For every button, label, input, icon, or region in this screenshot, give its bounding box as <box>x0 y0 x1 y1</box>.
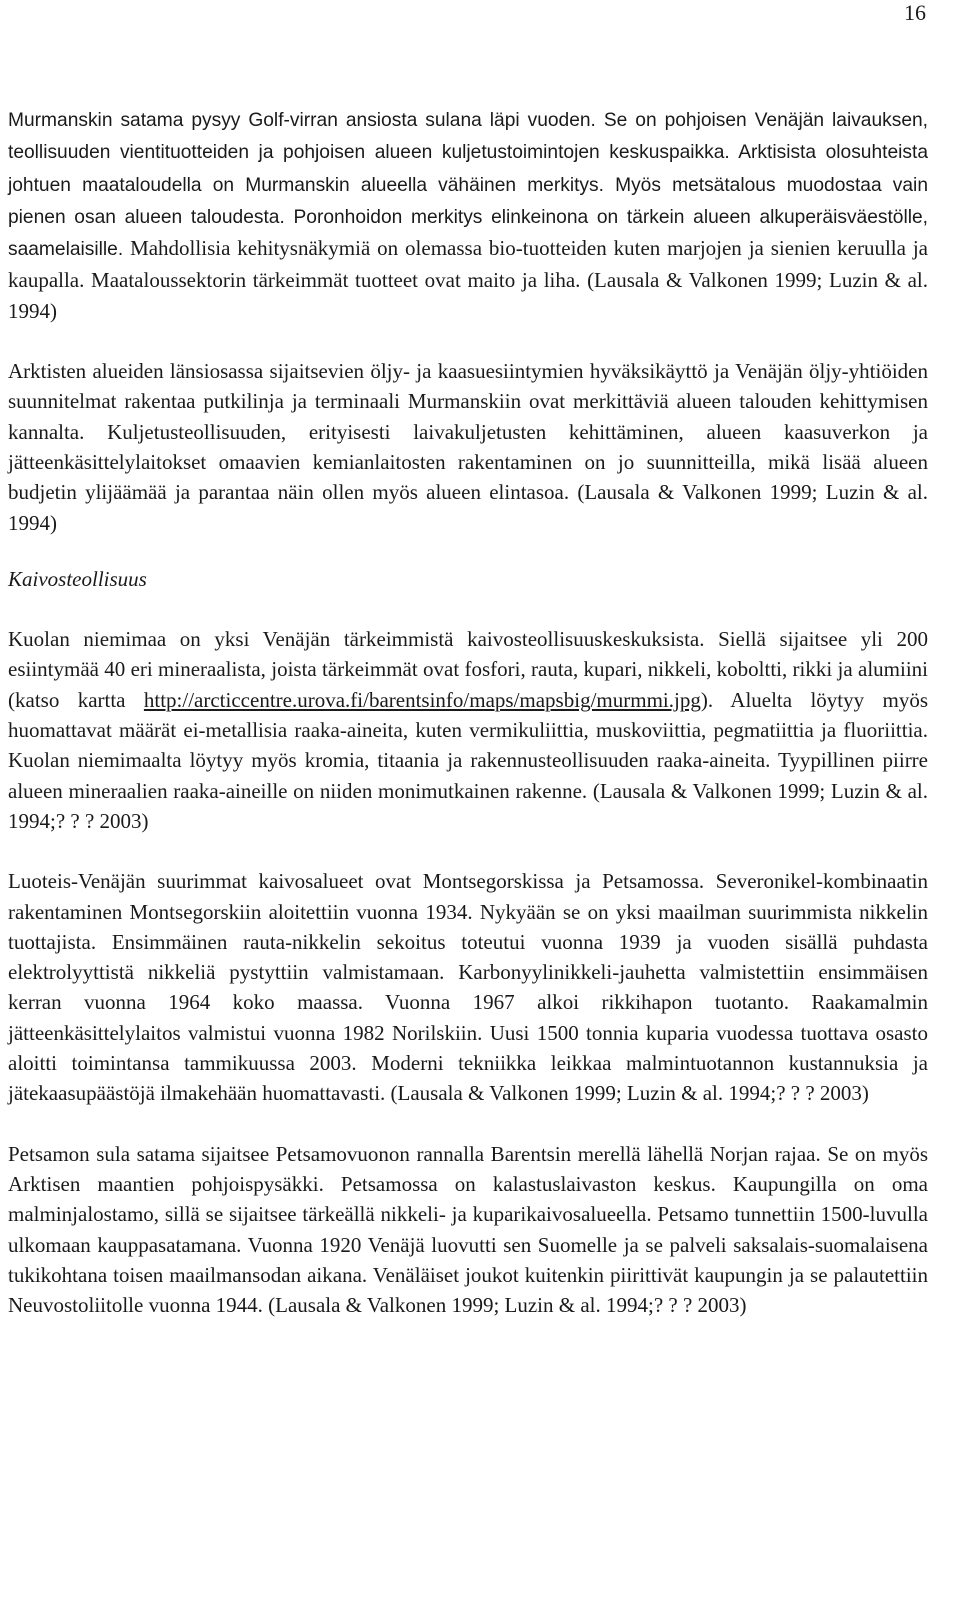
paragraph-serif-segment: Mahdollisia kehitysnäkymiä on olemassa bio-tuotteiden kuten marjojen ja sienien keruulla ja kaupalla. Maataloussektorin tärkeimmät tuotteet ovat maito ja liha. (Lausala & Valkonen 1999; Luzin & al. 1994) <box>8 236 928 323</box>
paragraph-text-after-link: ). Aluelta löytyy myös huomattavat määrät ei-metallisia raaka-aineita, kuten vermikuliittia, muskoviittia, pegmatiittia ja fluoriittia. Kuolan niemimaalta löytyy myös kromia, titaania ja rakennusteollisuuden raaka-aineita. Tyypillinen piirre alueen mineraalien raaka-aineille on niiden monimutkainen rakenne. (Lausala & Valkonen 1999; Luzin & al. 1994;? ? ? 2003) <box>8 687 929 833</box>
map-link[interactable]: http://arcticcentre.urova.fi/barentsinfo/maps/mapsbig/murmmi.jpg <box>143 687 701 712</box>
paragraph-petsamo-port: Petsamon sula satama sijaitsee Petsamovuonon rannalla Barentsin merellä lähellä Norjan rajaa. Se on myös Arktisen maantien pohjoispysäkki. Petsamossa on kalastuslaivaston keskus. Kaupungilla on oma malminjalostamo, sillä se sijaitsee tärkeällä nikkeli- ja kuparikaivosalueella. Petsamo tunnettiin 1500-luvulla ulkomaan kauppasatamana. Vuonna 1920 Venäjä luovutti sen Suomelle ja se palveli saksalais-suomalaisena tukikohtana toisen maailmansodan aikana. Venäläiset joukot kuitenkin piirittivät kaupungin ja se palautettiin Neuvostoliitolle vuonna 1944. (Lausala & Valkonen 1999; Luzin & al. 1994;? ? ? 2003) <box>8 1141 928 1318</box>
paragraph-murmansk-economy <box>8 104 928 326</box>
document-body <box>8 104 928 1320</box>
page-number: 16 <box>904 0 926 25</box>
paragraph-oil-gas: Arktisten alueiden länsiosassa sijaitsevien öljy- ja kaasuesiintymien hyväksikäyttö ja Venäjän öljy-yhtiöiden suunnitelmat rakentaa putkilinja ja terminaali Murmanskiin ovat merkittäviä alueen talouden kehittymisen kannalta. Kuljetusteollisuuden, erityisesti laivakuljetusten kehittäminen, alueen kaasuverkon ja jätteenkäsittelylaitokset omaavien kemianlaitosten rakentaminen on jo suunnitteilla, mikä lisää alueen budjetin ylijäämää ja parantaa näin ollen myös alueen elintasoa. (Lausala & Valkonen 1999; Luzin & al. 1994) <box>8 359 928 535</box>
section-heading-kaivosteollisuus: Kaivosteollisuus <box>8 566 147 591</box>
paragraph-mining-areas: Luoteis-Venäjän suurimmat kaivosalueet ovat Montsegorskissa ja Petsamossa. Severonikel-kombinaatin rakentaminen Montsegorskiin aloitettiin vuonna 1934. Nykyään se on yksi maailman suurimmista nikkelin tuottajista. Ensimmäinen rauta-nikkelin sekoitus toteutui vuonna 1939 ja vuoden sisällä puhdasta elektrolyyttistä nikkeliä pystyttiin valmistamaan. Karbonyylinikkeli-jauhetta valmistettiin ensimmäisen kerran vuonna 1964 koko maassa. Vuonna 1967 alkoi rikkihapon tuotanto. Raakamalmin jätteenkäsittelylaitos valmistui vuonna 1982 Norilskiin. Uusi 1500 tonnia kuparia vuodessa tuottava osasto aloitti toimintansa tammikuussa 2003. Moderni tekniikka leikkaa malmintuotannon kustannuksia ja jätekaasupäästöjä ilmakehään huomattavasti. (Lausala & Valkonen 1999; Luzin & al. 1994;? ? ? 2003) <box>8 869 928 1106</box>
paragraph-kola-minerals <box>8 624 928 836</box>
paragraph-text-before-link: Kuolan niemimaa on yksi Venäjän tärkeimmistä kaivosteollisuuskeskuksista. Siellä sijaitsee yli 200 esiintymää 40 eri mineraalista, joista tärkeimmät ovat fosfori, rauta, kupari, nikkeli, koboltti, rikki ja alumiini (katso kartta <box>8 627 928 712</box>
paragraph-sans-segment: Murmanskin satama pysyy Golf-virran ansiosta sulana läpi vuoden. Se on pohjoisen Venäjän laivauksen, teollisuuden vientituotteiden ja pohjoisen alueen kuljetustoimintojen keskuspaikka. Arktisista olosuhteista johtuen maataloudella on Murmanskin alueella vähäinen merkitys. Myös metsätalous muodostaa vain pienen osan alueen taloudesta. Poronhoidon merkitys elinkeinona on tärkein alueen alkuperäisväestölle, saamelaisille. <box>8 110 928 261</box>
